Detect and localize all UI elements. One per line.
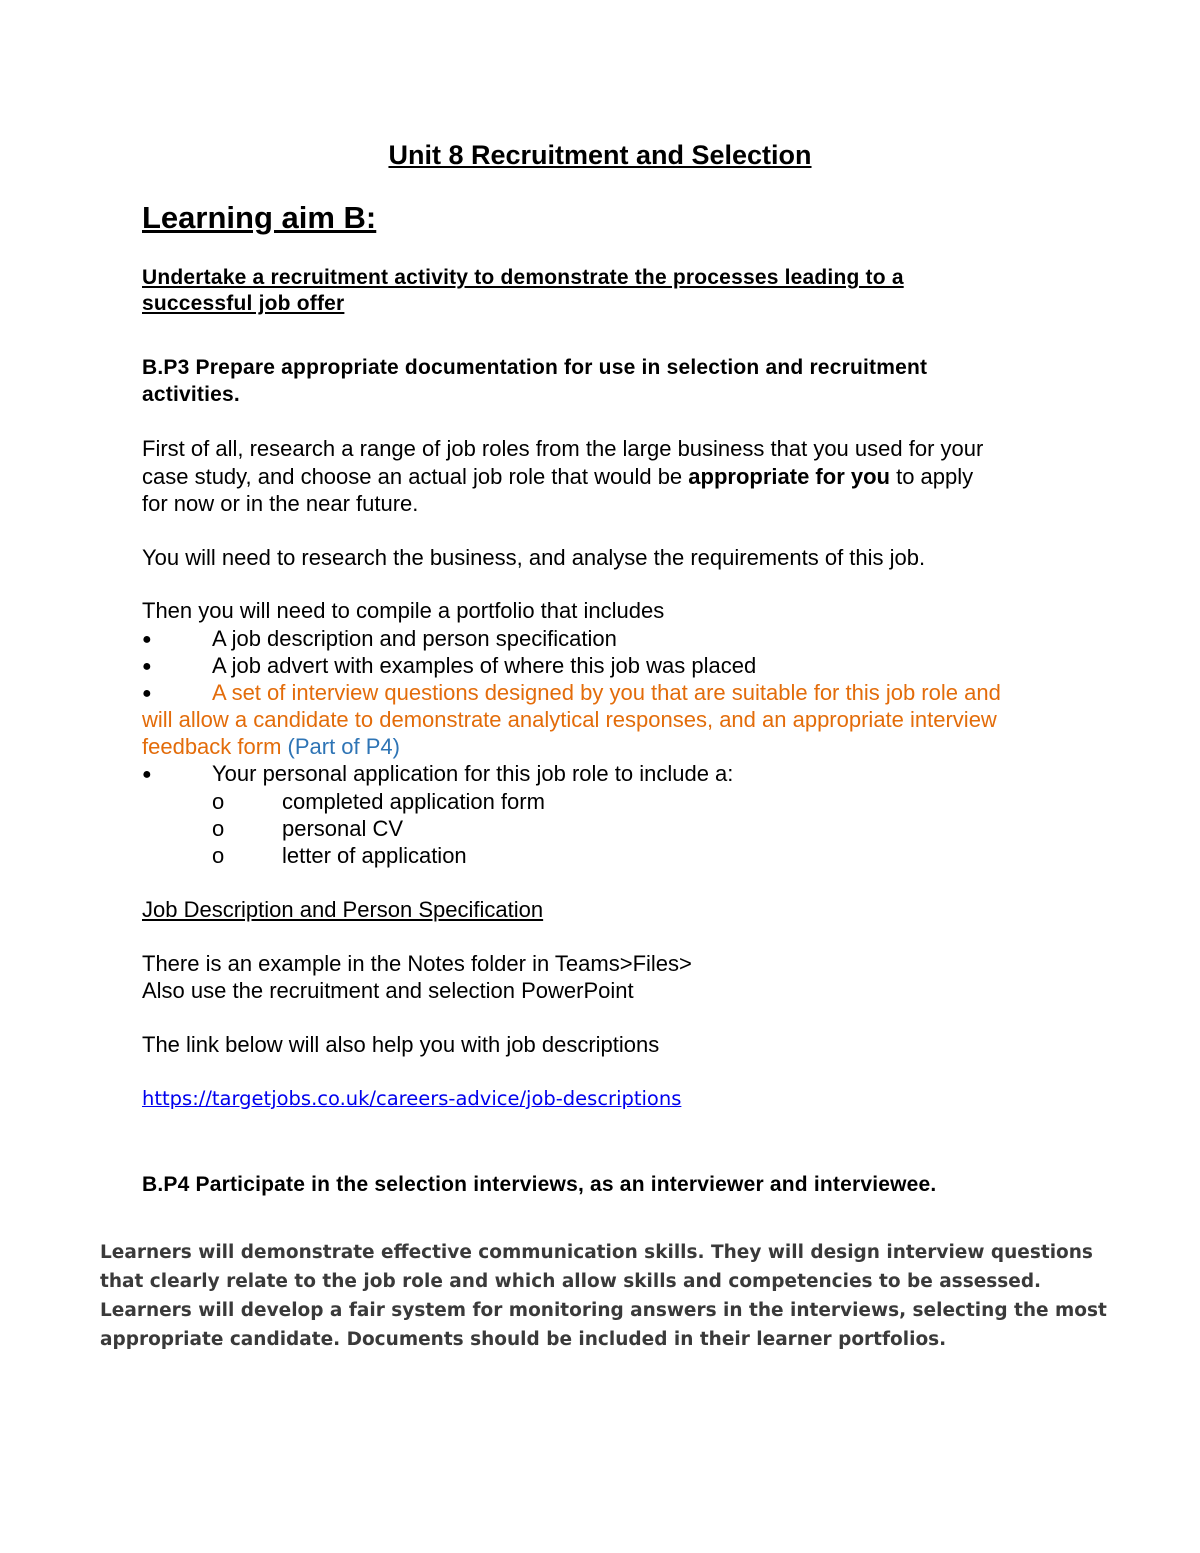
list-item-text: Your personal application for this job role to include a:: [212, 761, 734, 786]
sub-list-item-text: completed application form: [282, 789, 545, 814]
job-descriptions-link[interactable]: https://targetjobs.co.uk/careers-advice/job-descriptions: [142, 1087, 682, 1110]
sub-list-item: [212, 789, 545, 815]
jd-section-heading: Job Description and Person Specification: [142, 897, 544, 922]
criterion-bp3-line-1: B.P3 Prepare appropriate documentation for use in selection and recruitment: [142, 356, 928, 379]
sub-list-item: [212, 843, 467, 869]
list-item: [142, 653, 756, 679]
page-title: Unit 8 Recruitment and Selection: [388, 140, 812, 170]
bullet-glyph: ●: [142, 766, 152, 783]
sub-bullet-glyph: o: [212, 789, 225, 814]
bullet-glyph: ●: [142, 631, 152, 648]
learning-aim-heading: Learning aim B:: [142, 200, 377, 235]
intro-line-2-start: case study, and choose an actual job role that would be: [142, 464, 689, 489]
intro-line-2-end: to apply: [889, 464, 974, 489]
part-of-p4-note: (Part of P4): [287, 734, 400, 759]
sub-bullet-glyph: o: [212, 816, 225, 841]
criterion-bp3-line-2: activities.: [142, 383, 240, 406]
list-item: [142, 761, 733, 787]
list-item-text: A job advert with examples of where this job was placed: [212, 653, 757, 678]
aim-description-line-1: Undertake a recruitment activity to demonstrate the processes leading to a: [142, 266, 904, 289]
list-item-continuation: [142, 734, 400, 760]
list-item-continuation: will allow a candidate to demonstrate analytical responses, and an appropriate interview: [142, 707, 997, 732]
sub-bullet-glyph: o: [212, 843, 225, 868]
intro-line-1: First of all, research a range of job roles from the large business that you used for your: [142, 436, 984, 461]
bullet-glyph: ●: [142, 658, 152, 675]
list-item: [142, 680, 1001, 706]
example-line-1: There is an example in the Notes folder in Teams>Files>: [142, 951, 692, 976]
bullet-glyph: ●: [142, 685, 152, 702]
intro-line-3: for now or in the near future.: [142, 491, 419, 516]
learners-assessment-note: Learners will demonstrate effective communication skills. They will design interview questions that clearly relate to the job role and which allow skills and competencies to be assessed. Learners will develop a fair system for monitoring answers in the interviews, selecting the most appropriate candidate. Documents should be included in their learner portfolios.: [100, 1242, 1107, 1350]
research-text: You will need to research the business, and analyse the requirements of this job.: [142, 545, 926, 570]
intro-line-2: [142, 464, 973, 490]
sub-list-item-text: letter of application: [282, 843, 467, 868]
intro-emphasis: appropriate for you: [688, 464, 890, 489]
feedback-form-text: feedback form: [142, 734, 288, 759]
list-item: [142, 626, 617, 652]
example-line-2: Also use the recruitment and selection PowerPoint: [142, 978, 634, 1003]
sub-list-item: [212, 816, 403, 842]
list-item-text-orange: A set of interview questions designed by you that are suitable for this job role and: [212, 680, 1001, 705]
criterion-bp4: B.P4 Participate in the selection interviews, as an interviewer and interviewee.: [142, 1173, 937, 1196]
portfolio-intro: Then you will need to compile a portfolio that includes: [142, 598, 665, 623]
aim-description-line-2: successful job offer: [142, 292, 345, 315]
list-item-text: A job description and person specification: [212, 626, 617, 651]
link-intro: The link below will also help you with job descriptions: [142, 1032, 660, 1057]
sub-list-item-text: personal CV: [282, 816, 404, 841]
